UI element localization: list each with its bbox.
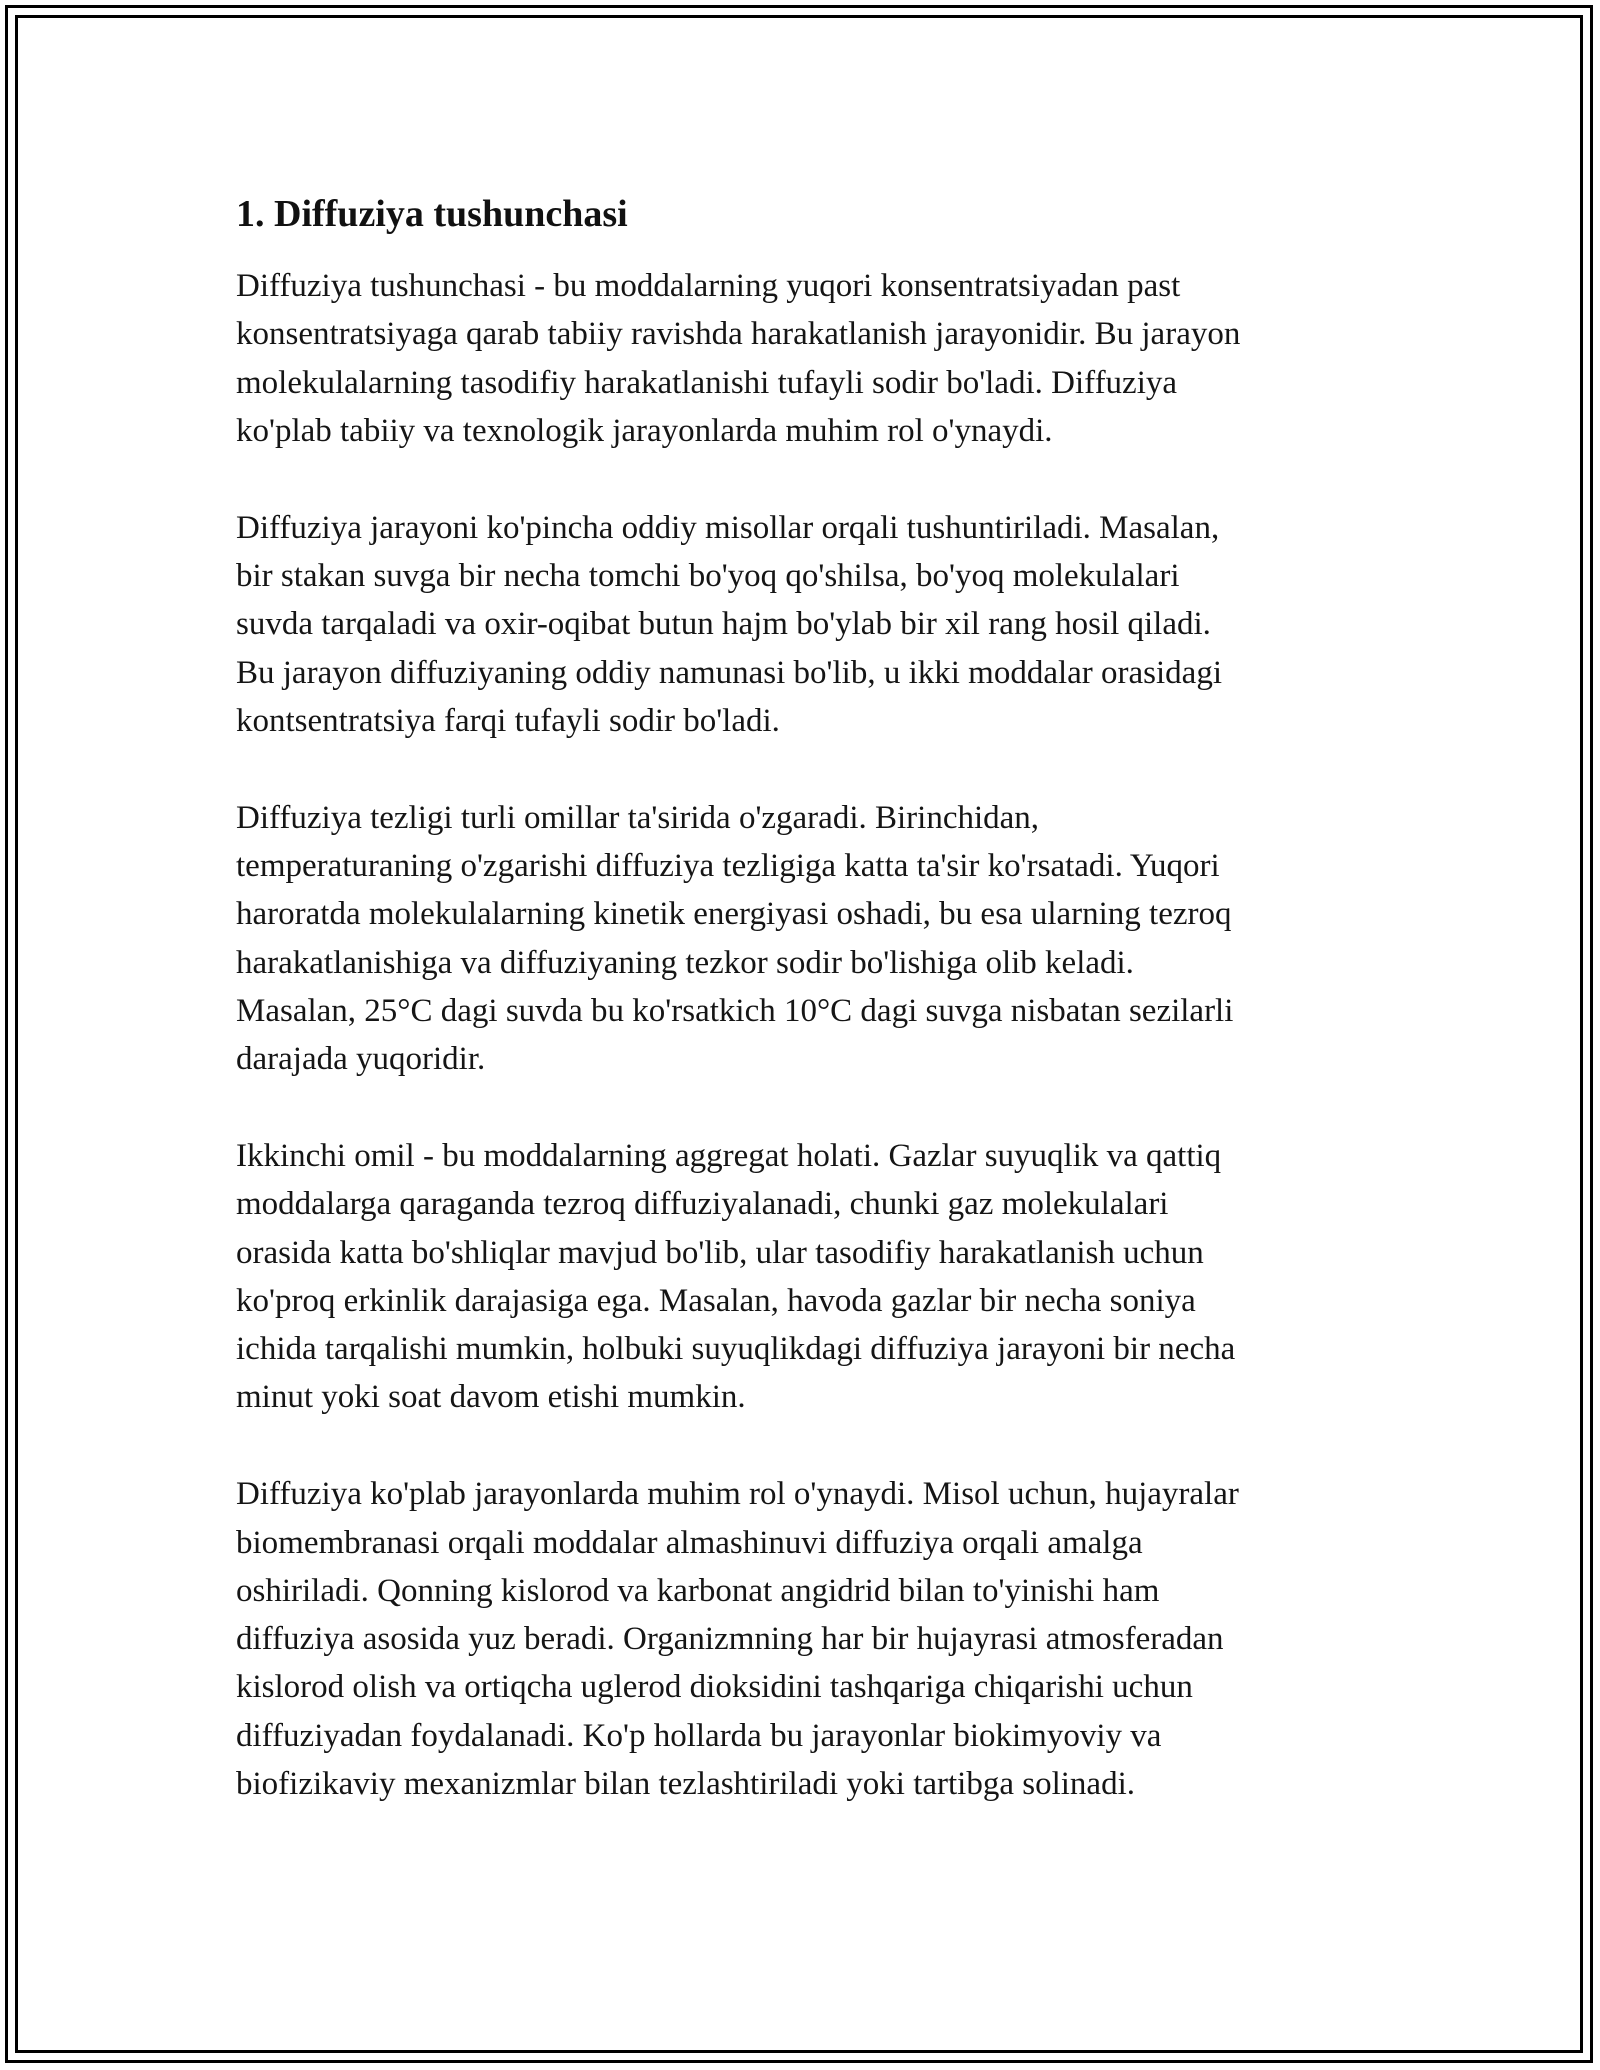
paragraph-biological-role — [236, 1470, 1366, 1808]
text-line: bir stakan suvga bir necha tomchi bo'yoq qo'shilsa, bo'yoq molekulalari — [236, 557, 1180, 594]
text-line: konsentratsiyaga qarab tabiiy ravishda harakatlanish jarayonidir. Bu jarayon — [236, 316, 1241, 353]
text-line: orasida katta bo'shliqlar mavjud bo'lib, ular tasodifiy harakatlanish uchun — [236, 1234, 1204, 1271]
paragraph-example — [236, 504, 1366, 745]
text-line: suvda tarqaladi va oxir-oqibat butun hajm bo'ylab bir xil rang hosil qiladi. — [236, 606, 1211, 643]
text-line: biofizikaviy mexanizmlar bilan tezlashtiriladi yoki tartibga solinadi. — [236, 1766, 1135, 1803]
text-line: biomembranasi orqali moddalar almashinuvi diffuziya orqali amalga — [236, 1524, 1143, 1561]
text-line: darajada yuqoridir. — [236, 1041, 486, 1078]
paragraph-temperature — [236, 794, 1366, 1084]
text-line: kontsentratsiya farqi tufayli sodir bo'ladi. — [236, 702, 780, 739]
text-line: harakatlanishiga va diffuziyaning tezkor sodir bo'lishiga olib keladi. — [236, 944, 1134, 981]
text-line: moddalarga qaraganda tezroq diffuziyalanadi, chunki gaz molekulalari — [236, 1186, 1169, 1223]
text-line: Bu jarayon diffuziyaning oddiy namunasi bo'lib, u ikki moddalar orasidagi — [236, 654, 1222, 691]
text-line: minut yoki soat davom etishi mumkin. — [236, 1379, 746, 1416]
text-line: ko'plab tabiiy va texnologik jarayonlarda muhim rol o'ynaydi. — [236, 412, 1053, 449]
text-line: Diffuziya tushunchasi - bu moddalarning yuqori konsentratsiyadan past — [236, 268, 1181, 304]
paragraph-definition — [236, 262, 1366, 455]
text-line: diffuziya asosida yuz beradi. Organizmning har bir hujayrasi atmosferadan — [236, 1621, 1224, 1658]
text-line: kislorod olish va ortiqcha uglerod dioksidini tashqariga chiqarishi uchun — [236, 1669, 1193, 1706]
section-heading: 1. Diffuziya tushunchasi — [236, 193, 628, 235]
text-line: diffuziyadan foydalanadi. Ko'p hollarda bu jarayonlar biokimyoviy va — [236, 1717, 1162, 1754]
text-line: oshiriladi. Qonning kislorod va karbonat angidrid bilan to'yinishi ham — [236, 1572, 1160, 1609]
text-line: Diffuziya jarayoni ko'pincha oddiy misollar orqali tushuntiriladi. Masalan, — [236, 509, 1220, 546]
text-line: Diffuziya ko'plab jarayonlarda muhim rol o'ynaydi. Misol uchun, hujayralar — [236, 1476, 1239, 1513]
text-line: ichida tarqalishi mumkin, holbuki suyuqlikdagi diffuziya jarayoni bir necha — [236, 1331, 1236, 1368]
text-line: Ikkinchi omil - bu moddalarning aggregat holati. Gazlar suyuqlik va qattiq — [236, 1137, 1222, 1174]
text-line: Masalan, 25°C dagi suvda bu ko'rsatkich 10°C dagi suvga nisbatan sezilarli — [236, 992, 1234, 1029]
text-line: temperaturaning o'zgarishi diffuziya tezligiga katta ta'sir ko'rsatadi. Yuqori — [236, 847, 1220, 884]
document-body — [236, 186, 1366, 1808]
paragraph-state-of-matter — [236, 1132, 1366, 1422]
text-line: Diffuziya tezligi turli omillar ta'sirida o'zgaradi. Birinchidan, — [236, 799, 1040, 836]
text-line: ko'proq erkinlik darajasiga ega. Masalan, havoda gazlar bir necha soniya — [236, 1282, 1196, 1319]
text-line: haroratda molekulalarning kinetik energiyasi oshadi, bu esa ularning tezroq — [236, 896, 1232, 933]
text-line: molekulalarning tasodifiy harakatlanishi tufayli sodir bo'ladi. Diffuziya — [236, 364, 1178, 401]
